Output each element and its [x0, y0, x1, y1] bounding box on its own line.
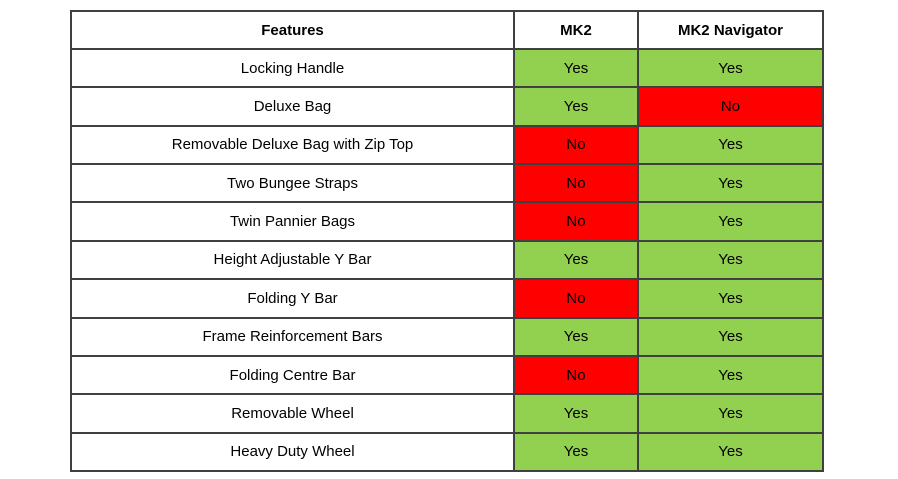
- mk2-value-cell: Yes: [514, 394, 638, 432]
- navigator-value-cell: Yes: [638, 433, 823, 471]
- mk2-value-cell: No: [514, 279, 638, 317]
- mk2-value-cell: Yes: [514, 318, 638, 356]
- navigator-value-cell: Yes: [638, 164, 823, 202]
- feature-name-cell: Folding Y Bar: [71, 279, 514, 317]
- comparison-table-body: [71, 49, 823, 471]
- navigator-value-cell: Yes: [638, 202, 823, 240]
- feature-name-cell: Removable Deluxe Bag with Zip Top: [71, 126, 514, 164]
- feature-name-cell: Twin Pannier Bags: [71, 202, 514, 240]
- mk2-value-cell: Yes: [514, 433, 638, 471]
- feature-name-cell: Heavy Duty Wheel: [71, 433, 514, 471]
- table-row: [71, 318, 823, 356]
- feature-name-cell: Locking Handle: [71, 49, 514, 87]
- mk2-value-cell: No: [514, 126, 638, 164]
- mk2-value-cell: No: [514, 202, 638, 240]
- table-row: [71, 279, 823, 317]
- table-row: [71, 394, 823, 432]
- mk2-value-cell: Yes: [514, 49, 638, 87]
- table-row: [71, 356, 823, 394]
- feature-name-cell: Height Adjustable Y Bar: [71, 241, 514, 279]
- feature-comparison-table: [70, 10, 824, 472]
- table-row: [71, 164, 823, 202]
- table-row: [71, 202, 823, 240]
- table-row: [71, 433, 823, 471]
- navigator-value-cell: Yes: [638, 356, 823, 394]
- feature-name-cell: Two Bungee Straps: [71, 164, 514, 202]
- mk2-value-cell: No: [514, 164, 638, 202]
- feature-name-cell: Folding Centre Bar: [71, 356, 514, 394]
- feature-name-cell: Removable Wheel: [71, 394, 514, 432]
- mk2-value-cell: Yes: [514, 87, 638, 125]
- table-row: [71, 126, 823, 164]
- navigator-value-cell: Yes: [638, 241, 823, 279]
- mk2-value-cell: No: [514, 356, 638, 394]
- navigator-value-cell: Yes: [638, 49, 823, 87]
- navigator-value-cell: Yes: [638, 318, 823, 356]
- header-row: [71, 11, 823, 49]
- navigator-value-cell: Yes: [638, 126, 823, 164]
- navigator-value-cell: Yes: [638, 394, 823, 432]
- feature-name-cell: Frame Reinforcement Bars: [71, 318, 514, 356]
- header-features: Features: [71, 11, 514, 49]
- header-mk2: MK2: [514, 11, 638, 49]
- table-row: [71, 49, 823, 87]
- mk2-value-cell: Yes: [514, 241, 638, 279]
- navigator-value-cell: No: [638, 87, 823, 125]
- navigator-value-cell: Yes: [638, 279, 823, 317]
- table-header: [71, 11, 823, 49]
- header-mk2-navigator: MK2 Navigator: [638, 11, 823, 49]
- table-row: [71, 87, 823, 125]
- table-row: [71, 241, 823, 279]
- feature-name-cell: Deluxe Bag: [71, 87, 514, 125]
